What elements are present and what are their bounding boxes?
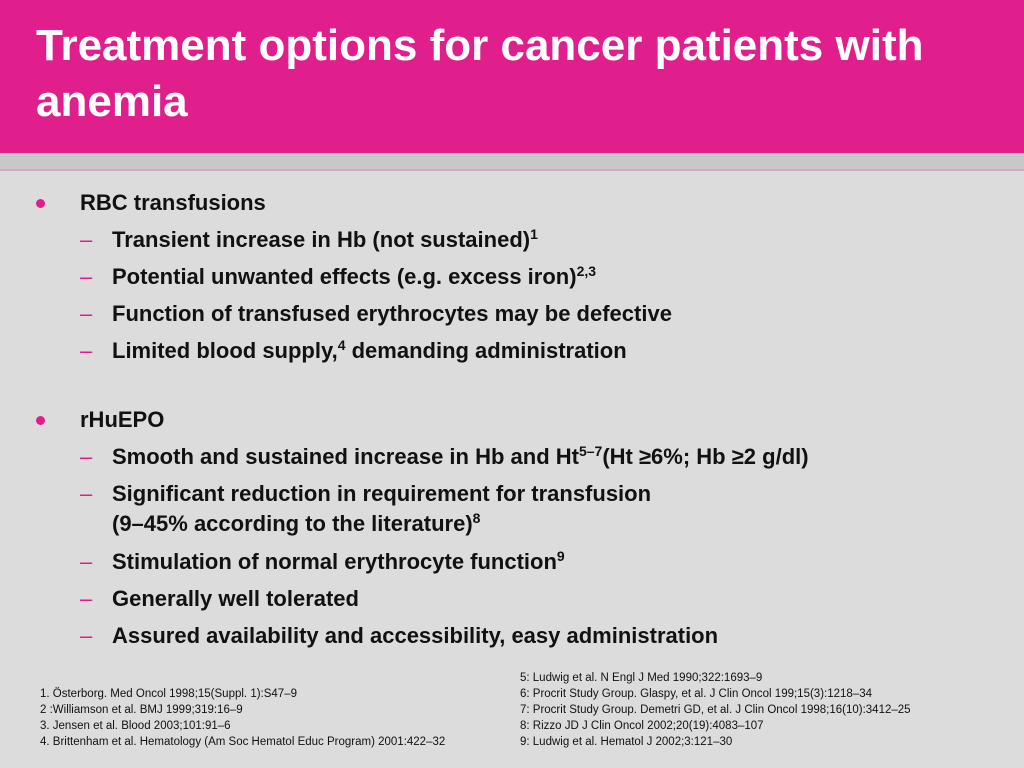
- sub-bullet-text: (Ht ≥6%; Hb ≥2 g/dl): [602, 444, 809, 469]
- sub-bullet-item: [0, 580, 1024, 617]
- references-left: [40, 686, 445, 750]
- sub-bullet-text: (9–45% according to the literature): [112, 511, 473, 536]
- dash-icon: –: [80, 586, 93, 611]
- sub-bullet-item: [0, 258, 1024, 295]
- citation-sup: 8: [472, 510, 481, 526]
- citation-sup: 9: [556, 548, 565, 564]
- sub-bullet-item: [0, 475, 1024, 543]
- section-rhuepo: [0, 401, 1024, 654]
- bullet-dot-icon: [36, 416, 45, 425]
- title-divider: [0, 153, 1024, 171]
- sub-bullet-text: Function of transfused erythrocytes may be defective: [112, 301, 672, 326]
- bullet-heading: rHuEPO: [80, 407, 165, 432]
- reference-item: 1. Österborg. Med Oncol 1998;15(Suppl. 1):S47–9: [40, 688, 297, 700]
- slide-title: Treatment options for cancer patients with anemia: [36, 21, 924, 126]
- sub-bullet-text: Smooth and sustained increase in Hb and Ht: [112, 444, 579, 469]
- bullet-item: [0, 184, 1024, 221]
- sub-bullet-text: Potential unwanted effects (e.g. excess iron): [112, 264, 577, 289]
- sub-bullet-item: [0, 438, 1024, 475]
- dash-icon: –: [80, 264, 93, 289]
- sub-bullet-item: [0, 332, 1024, 369]
- reference-item: 3. Jensen et al. Blood 2003;101:91–6: [40, 720, 231, 732]
- bullet-dot-icon: [36, 199, 45, 208]
- dash-icon: –: [80, 623, 93, 648]
- reference-item: 4. Brittenham et al. Hematology (Am Soc Hematol Educ Program) 2001:422–32: [40, 736, 446, 748]
- section-gap: [0, 369, 1024, 401]
- reference-item: 7: Procrit Study Group. Demetri GD, et al. J Clin Oncol 1998;16(10):3412–25: [520, 704, 911, 716]
- sub-bullet-item: [0, 543, 1024, 580]
- bullet-heading: RBC transfusions: [80, 190, 266, 215]
- bullet-item: [0, 401, 1024, 438]
- citation-sup: 1: [530, 226, 538, 242]
- sub-bullet-text-continued: [112, 509, 1024, 539]
- sub-bullet-item: [0, 295, 1024, 332]
- references-right: [520, 670, 911, 750]
- sub-bullet-text: Stimulation of normal erythrocyte function: [112, 549, 557, 574]
- sub-bullet-text: Generally well tolerated: [112, 586, 359, 611]
- dash-icon: –: [80, 338, 93, 363]
- title-banner: [0, 0, 1024, 153]
- sub-bullet-text: Significant reduction in requirement for transfusion: [112, 481, 652, 506]
- citation-sup: 2,3: [576, 263, 597, 279]
- dash-icon: –: [80, 227, 93, 252]
- sub-bullet-text: Assured availability and accessibility, easy administration: [112, 623, 719, 648]
- reference-item: 5: Ludwig et al. N Engl J Med 1990;322:1693–9: [520, 672, 763, 684]
- citation-sup: 4: [337, 337, 346, 353]
- reference-item: 6: Procrit Study Group. Glaspy, et al. J Clin Oncol 199;15(3):1218–34: [520, 688, 872, 700]
- dash-icon: –: [80, 301, 93, 326]
- dash-icon: –: [80, 481, 93, 506]
- sub-bullet-text: Limited blood supply,: [112, 338, 338, 363]
- dash-icon: –: [80, 444, 93, 469]
- sub-bullet-item: [0, 617, 1024, 654]
- dash-icon: –: [80, 549, 93, 574]
- section-rbc-transfusions: [0, 184, 1024, 369]
- sub-bullet-item: [0, 221, 1024, 258]
- slide-body: [0, 184, 1024, 654]
- reference-item: 9: Ludwig et al. Hematol J 2002;3:121–30: [520, 736, 733, 748]
- reference-item: 2 :Williamson et al. BMJ 1999;319:16–9: [40, 704, 243, 716]
- sub-bullet-text: demanding administration: [345, 338, 627, 363]
- reference-item: 8: Rizzo JD J Clin Oncol 2002;20(19):4083–107: [520, 720, 764, 732]
- citation-sup: 5–7: [578, 443, 603, 459]
- sub-bullet-text: Transient increase in Hb (not sustained): [112, 227, 531, 252]
